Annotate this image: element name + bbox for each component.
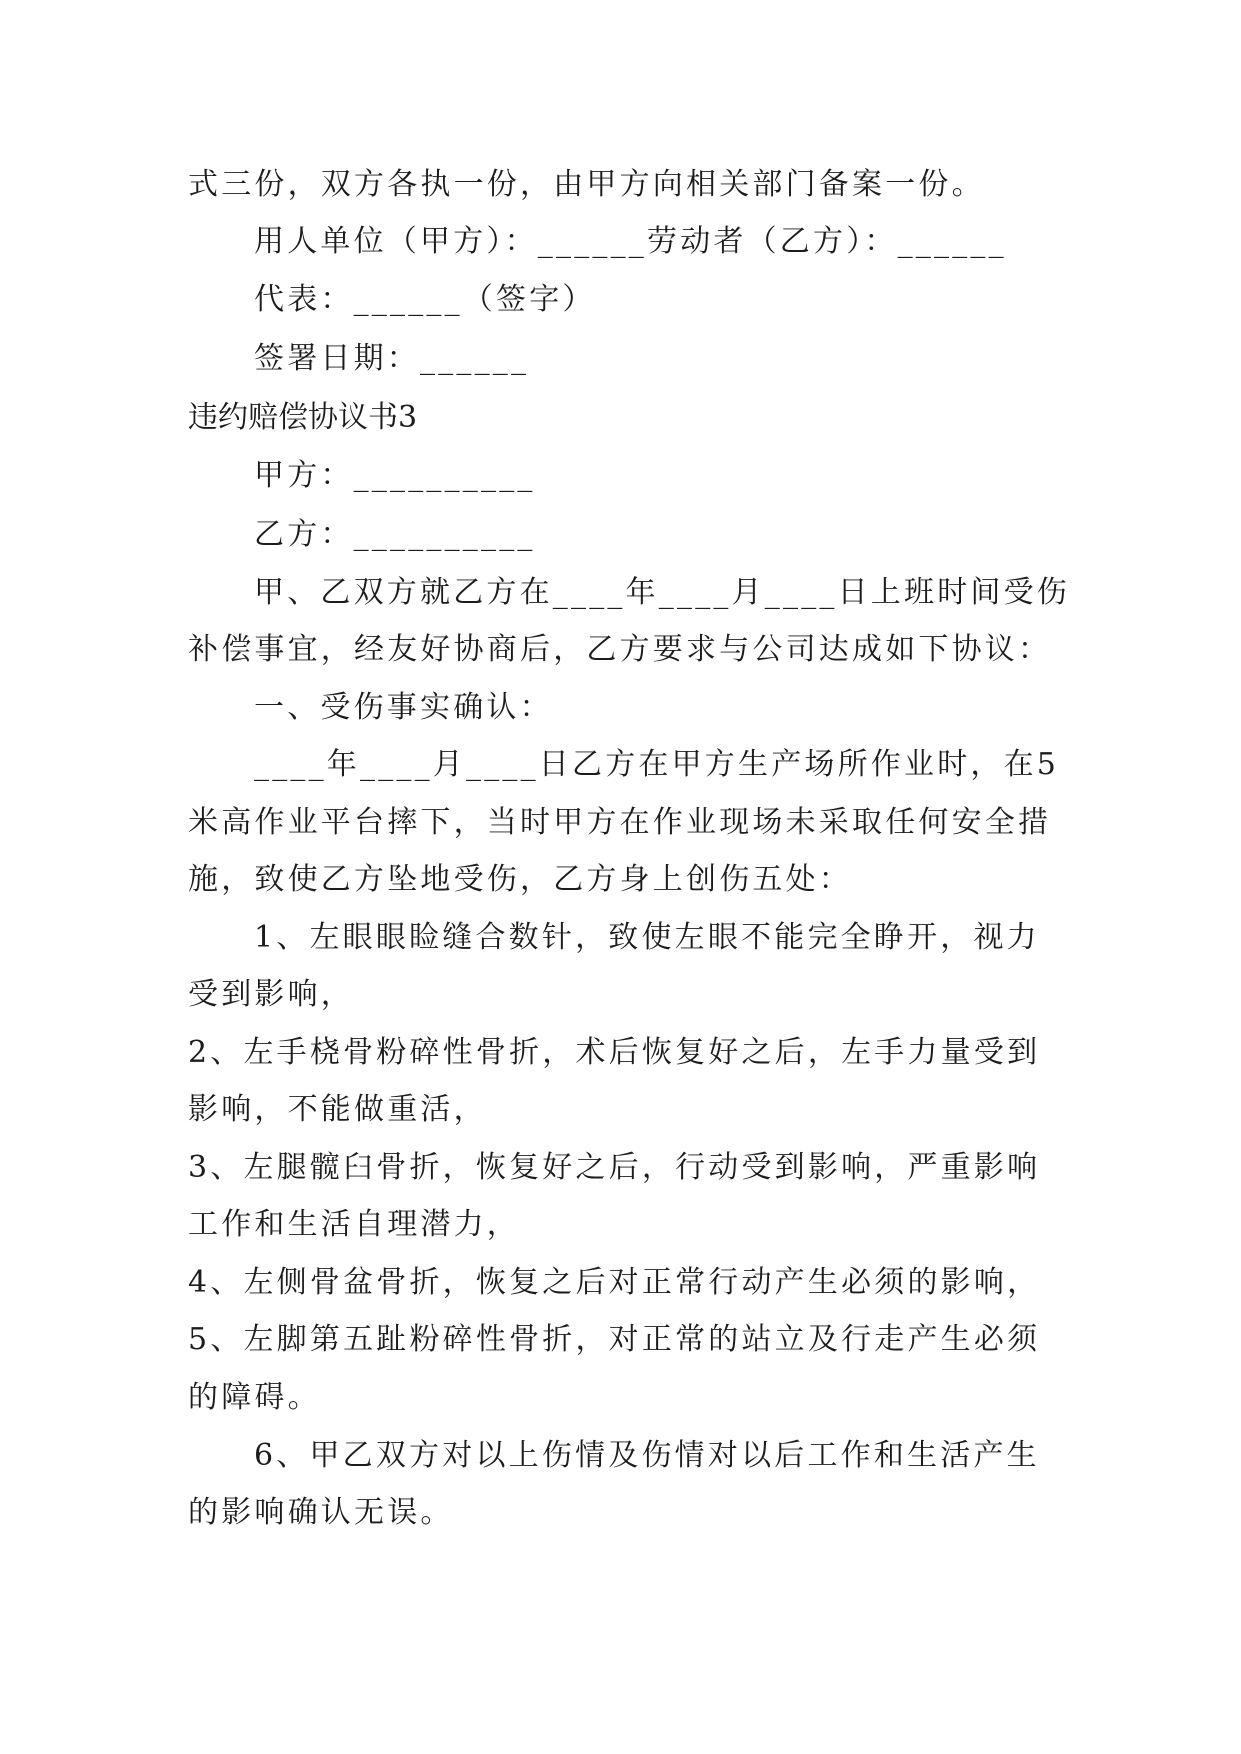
confirmation-line: 6、甲乙双方对以上伤情及伤情对以后工作和生活产生 xyxy=(254,1438,1040,1473)
injury-item-2-line: 2、左手桡骨粉碎性骨折，术后恢复好之后，左手力量受到 xyxy=(188,1035,1041,1070)
party-a-line: 甲方：__________ xyxy=(254,458,536,493)
facts-line: 米高作业平台摔下，当时甲方在作业现场未采取任何安全措 xyxy=(188,805,1052,840)
injury-item-3-line: 3、左腿髋臼骨折，恢复好之后，行动受到影响，严重影响 xyxy=(188,1150,1041,1185)
intro-line: 补偿事宜，经友好协商后，乙方要求与公司达成如下协议： xyxy=(188,632,1052,667)
facts-line: 施，致使乙方坠地受伤，乙方身上创伤五处： xyxy=(188,862,852,897)
intro-line: 甲、乙双方就乙方在____年____月____日上班时间受伤 xyxy=(254,575,1070,610)
employer-worker-signature-line: 用人单位（甲方）：______劳动者（乙方）：______ xyxy=(254,224,1007,259)
facts-line: ____年____月____日乙方在甲方生产场所作业时，在5 xyxy=(254,747,1060,782)
confirmation-line: 的影响确认无误。 xyxy=(188,1495,454,1530)
injury-item-5-line: 5、左脚第五趾粉碎性骨折，对正常的站立及行走产生必须 xyxy=(188,1322,1041,1357)
representative-signature-line: 代表：______（签字） xyxy=(254,282,596,317)
agreement-title: 违约赔偿协议书3 xyxy=(188,400,418,435)
injury-item-5-line: 的障碍。 xyxy=(188,1380,321,1415)
party-b-line: 乙方：__________ xyxy=(254,517,536,552)
copies-clause-line: 式三份，双方各执一份，由甲方向相关部门备案一份。 xyxy=(188,167,985,202)
injury-item-3-line: 工作和生活自理潜力， xyxy=(188,1207,520,1242)
injury-item-1-line: 1、左眼眼睑缝合数针，致使左眼不能完全睁开，视力 xyxy=(254,920,1040,955)
injury-item-4-line: 4、左侧骨盆骨折，恢复之后对正常行动产生必须的影响， xyxy=(188,1265,1041,1300)
injury-item-2-line: 影响，不能做重活， xyxy=(188,1092,487,1127)
sign-date-line: 签署日期：______ xyxy=(254,341,530,376)
section-heading-injury-facts: 一、受伤事实确认： xyxy=(254,690,553,725)
injury-item-1-line: 受到影响， xyxy=(188,977,354,1012)
